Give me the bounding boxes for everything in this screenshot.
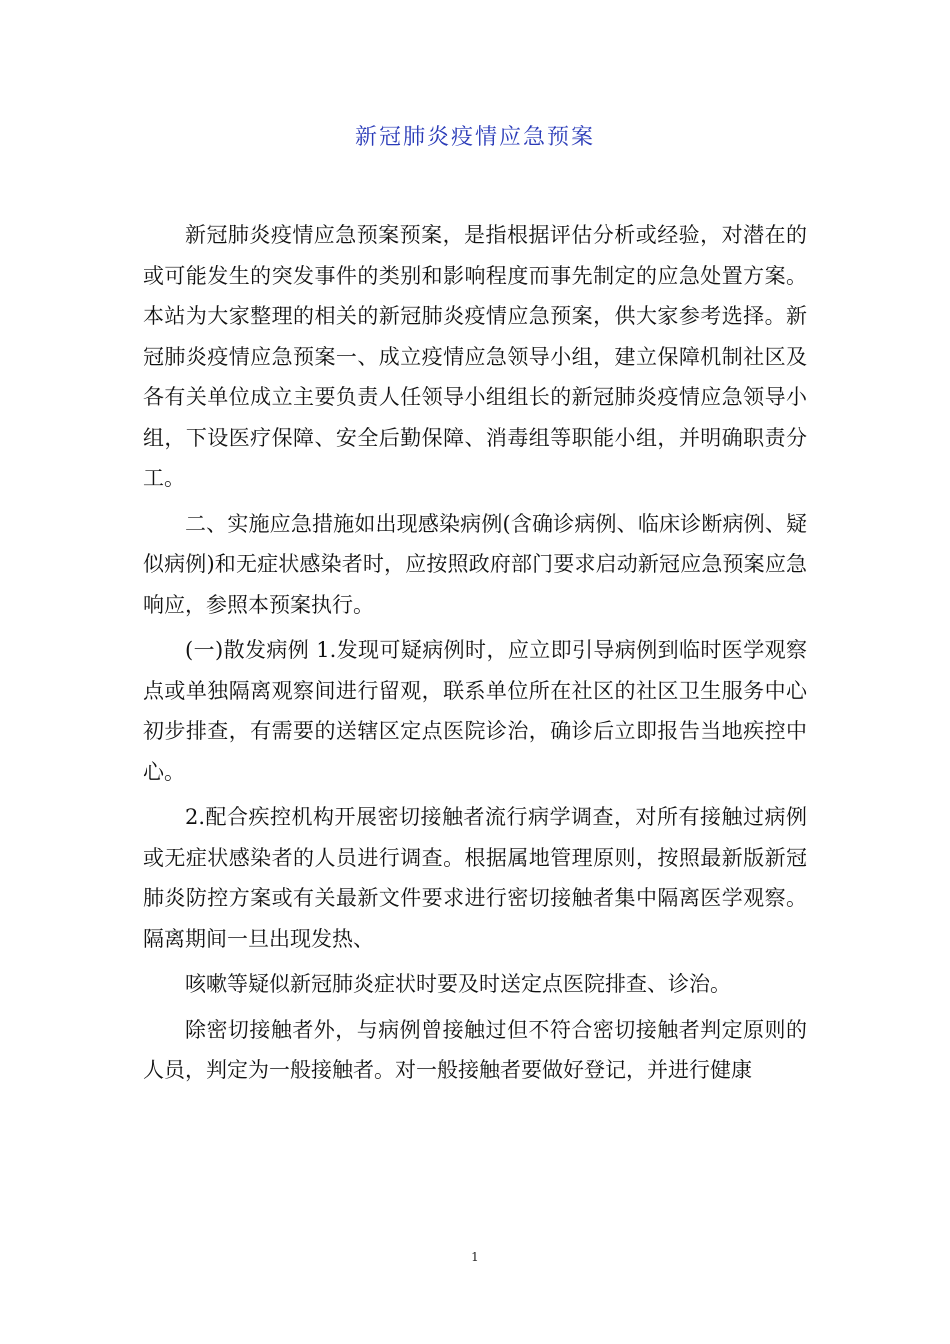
document-title: 新冠肺炎疫情应急预案 <box>354 125 595 150</box>
paragraph: 除密切接触者外，与病例曾接触过但不符合密切接触者判定原则的人员，判定为一般接触者。对一般接触者要做好登记，并进行健康 <box>143 1017 807 1082</box>
paragraph: 二、实施应急措施如出现感染病例(含确诊病例、临床诊断病例、疑似病例)和无症状感染者时，应按照政府部门要求启动新冠应急预案应急响应，参照本预案执行。 <box>143 511 807 617</box>
paragraph: 新冠肺炎疫情应急预案预案，是指根据评估分析或经验，对潜在的或可能发生的突发事件的类别和影响程度而事先制定的应急处置方案。本站为大家整理的相关的新冠肺炎疫情应急预案，供大家参考选择。新冠肺炎疫情应急预案一、成立疫情应急领导小组，建立保障机制社区及各有关单位成立主要负责人任领导小组组长的新冠肺炎疫情应急领导小组，下设医疗保障、安全后勤保障、消毒组等职能小组，并明确职责分工。 <box>143 223 807 490</box>
document-body <box>143 215 807 1096</box>
paragraph: (一)散发病例 1.发现可疑病例时，应立即引导病例到临时医学观察点或单独隔离观察间进行留观，联系单位所在社区的社区卫生服务中心初步排查，有需要的送辖区定点医院诊治，确诊后立即报告当地疾控中心。 <box>143 638 807 784</box>
paragraph: 2.配合疾控机构开展密切接触者流行病学调查，对所有接触过病例或无症状感染者的人员进行调查。根据属地管理原则，按照最新版新冠肺炎防控方案或有关最新文件要求进行密切接触者集中隔离医学观察。隔离期间一旦出现发热、 <box>143 805 807 951</box>
page-number: 1 <box>471 1250 479 1264</box>
paragraph: 咳嗽等疑似新冠肺炎症状时要及时送定点医院排查、诊治。 <box>185 972 731 996</box>
